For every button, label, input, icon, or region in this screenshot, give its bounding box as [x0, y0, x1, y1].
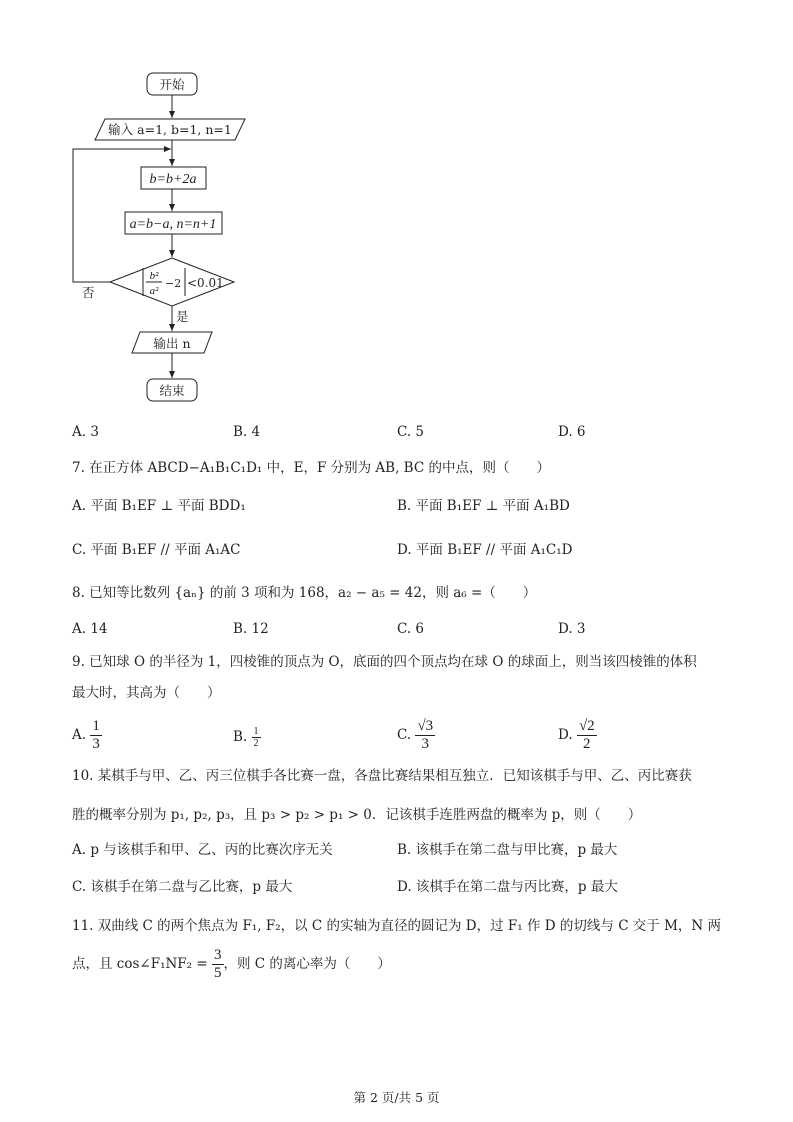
end-label: 结束 — [159, 383, 185, 398]
q11-stem-line1: 11. 双曲线 C 的两个焦点为 F₁, F₂，以 C 的实轴为直径的圆记为 D，过 F₁ 作 D 的切线与 C 交于 M，N 两 — [72, 918, 722, 934]
loop-back-line — [73, 149, 171, 282]
input-label: 输入 a=1, b=1, n=1 — [108, 122, 232, 137]
q10-option-b: B. 该棋手在第二盘与甲比赛，p 最大 — [397, 842, 618, 858]
no-label: 否 — [82, 285, 95, 300]
q11-line2-post: ，则 C 的离心率为（ ） — [223, 956, 391, 972]
q9-option-d — [558, 718, 597, 753]
q8-option-a: A. 14 — [72, 621, 108, 637]
q7-option-c: C. 平面 B₁EF // 平面 A₁AC — [72, 542, 241, 558]
step1-label: b=b+2a — [149, 172, 197, 187]
numerator: 1 — [92, 718, 100, 734]
q9-option-a — [72, 718, 102, 753]
condition-denominator: a² — [149, 285, 159, 297]
denominator: 5 — [214, 965, 222, 981]
numerator: √2 — [578, 718, 595, 734]
option-label: D. — [558, 727, 573, 743]
q9-option-c — [397, 718, 435, 753]
q7-stem: 7. 在正方体 ABCD−A₁B₁C₁D₁ 中，E，F 分别为 AB, BC 的中点，则（ ） — [72, 460, 550, 476]
numerator: 1 — [253, 726, 259, 737]
q9-stem-line2: 最大时，其高为（ ） — [72, 685, 221, 701]
q8-option-c: C. 6 — [397, 621, 425, 637]
q7-option-b: B. 平面 B₁EF ⊥ 平面 A₁BD — [397, 498, 570, 514]
denominator: 2 — [253, 738, 259, 749]
q8-option-d: D. 3 — [558, 621, 586, 637]
q11-line2-pre: 点，且 cos∠F₁NF₂ = — [72, 956, 208, 972]
q11-stem-line2 — [72, 947, 391, 982]
q10-stem-line1: 10. 某棋手与甲、乙、丙三位棋手各比赛一盘，各盘比赛结果相互独立．已知该棋手与甲、乙、丙比赛获 — [72, 768, 692, 784]
yes-label: 是 — [176, 309, 189, 324]
numerator: √3 — [417, 718, 434, 734]
q10-option-c: C. 该棋手在第二盘与乙比赛，p 最大 — [72, 879, 293, 895]
flowchart — [0, 0, 793, 420]
q6-option-c: C. 5 — [397, 424, 425, 440]
q6-option-b: B. 4 — [233, 424, 261, 440]
condition-compare: <0.01 — [187, 276, 224, 290]
output-label: 输出 n — [153, 336, 191, 351]
condition-numerator: b² — [149, 270, 159, 282]
numerator: 3 — [214, 947, 222, 963]
denominator: 3 — [92, 736, 100, 752]
q7-option-a: A. 平面 B₁EF ⊥ 平面 BDD₁ — [72, 498, 246, 514]
q7-option-d: D. 平面 B₁EF // 平面 A₁C₁D — [397, 542, 573, 558]
q9-option-b — [233, 726, 261, 749]
condition-minus-two: −2 — [165, 277, 182, 290]
q6-option-d: D. 6 — [558, 424, 586, 440]
denominator: 2 — [583, 736, 591, 752]
option-label: B. — [233, 729, 248, 745]
q8-option-b: B. 12 — [233, 621, 269, 637]
q10-option-a: A. p 与该棋手和甲、乙、丙的比赛次序无关 — [72, 842, 333, 858]
q9-stem-line1: 9. 已知球 O 的半径为 1，四棱锥的顶点为 O，底面的四个顶点均在球 O 的球面上，则当该四棱锥的体积 — [72, 654, 697, 670]
option-label: A. — [72, 727, 87, 743]
start-label: 开始 — [159, 77, 185, 92]
denominator: 3 — [421, 736, 430, 752]
q10-stem-line2: 胜的概率分别为 p₁, p₂, p₃，且 p₃ > p₂ > p₁ > 0．记该棋手连胜两盘的概率为 p，则（ ） — [72, 807, 642, 823]
page-footer: 第 2 页/共 5 页 — [353, 1090, 440, 1105]
q8-stem: 8. 已知等比数列 {aₙ} 的前 3 项和为 168，a₂ − a₅ = 42，则 a₆ =（ ） — [72, 585, 537, 601]
option-label: C. — [397, 727, 412, 743]
q6-option-a: A. 3 — [72, 424, 99, 440]
step2-label: a=b−a, n=n+1 — [129, 217, 217, 232]
q10-option-d: D. 该棋手在第二盘与丙比赛，p 最大 — [397, 879, 618, 895]
